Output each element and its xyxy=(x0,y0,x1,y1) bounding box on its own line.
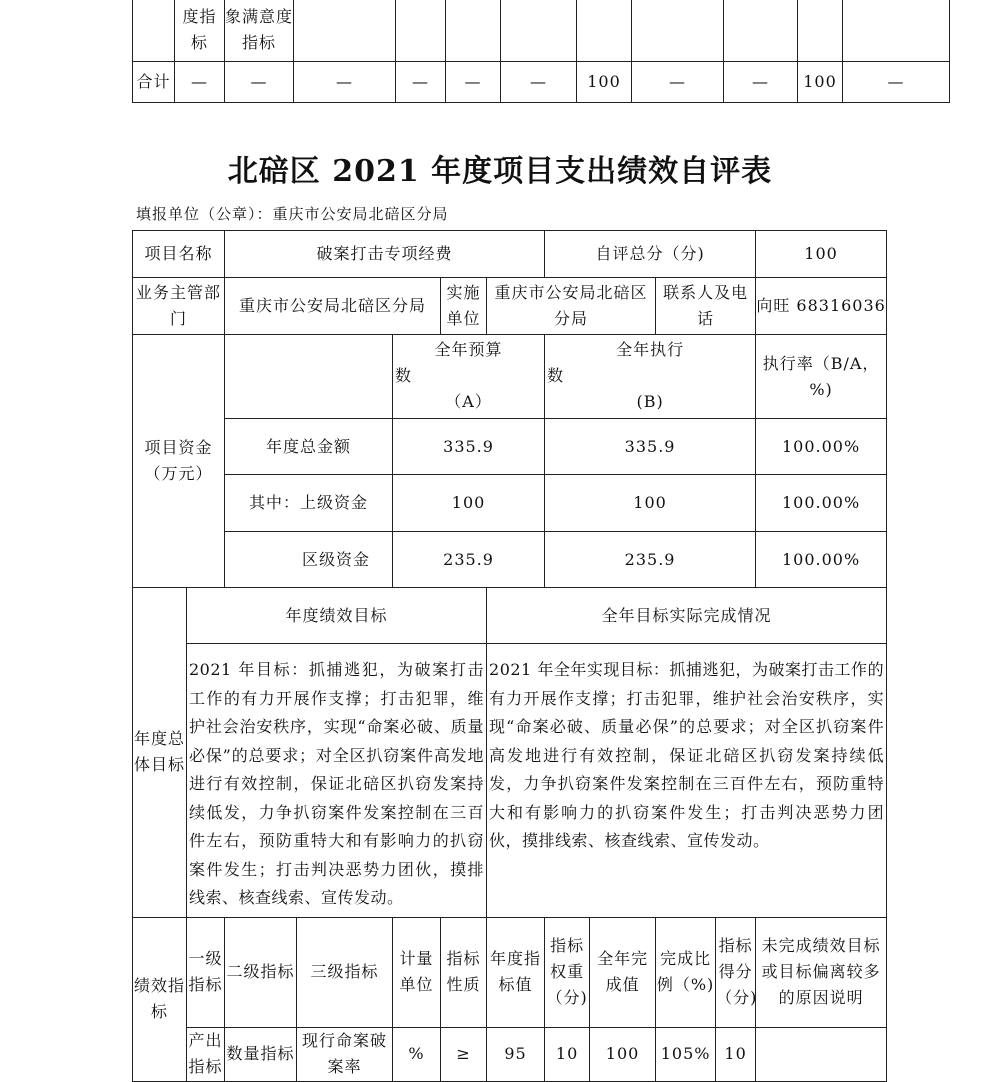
funds-header-blank xyxy=(225,335,393,419)
total-cell: — xyxy=(724,61,798,102)
project-name-value: 破案打击专项经费 xyxy=(225,231,545,278)
indicator-header: 计量单位 xyxy=(393,917,441,1027)
project-name-label: 项目名称 xyxy=(133,231,225,278)
budget-code: （A） xyxy=(445,391,492,411)
fill-unit: 填报单位（公章）：重庆市公安局北碚区分局 xyxy=(136,205,449,223)
funds-row-exec: 235.9 xyxy=(545,532,756,588)
fragment-cell xyxy=(294,0,396,61)
fragment-cell xyxy=(133,0,175,61)
indicator-header: 指标得分（分) xyxy=(716,917,756,1027)
fragment-cell xyxy=(396,0,446,61)
total-label: 合计 xyxy=(133,61,175,102)
indicator-cell: 数量指标 xyxy=(225,1027,297,1081)
rate-header: 执行率（B/A，%) xyxy=(756,335,887,419)
indicator-cell: % xyxy=(393,1027,441,1081)
evaluation-table xyxy=(132,230,887,1082)
budget-head: 全年预算 xyxy=(434,339,503,359)
fragment-cell xyxy=(446,0,501,61)
total-cell: — xyxy=(294,61,396,102)
indicator-cell: ≥ xyxy=(441,1027,487,1081)
fragment-cell xyxy=(724,0,798,61)
budget-word: 数 xyxy=(395,365,413,385)
indicator-cell: 10 xyxy=(716,1027,756,1081)
indicator-header: 三级指标 xyxy=(297,917,393,1027)
funds-row-rate: 100.00% xyxy=(756,475,887,532)
indicator-header: 二级指标 xyxy=(225,917,297,1027)
fragment-cell: 象满意度指标 xyxy=(225,0,294,61)
total-cell: — xyxy=(632,61,724,102)
fragment-cell xyxy=(843,0,950,61)
indicator-cell: 10 xyxy=(545,1027,590,1081)
budget-header xyxy=(393,335,545,419)
funds-row-exec: 335.9 xyxy=(545,419,756,475)
indicator-cell: 100 xyxy=(590,1027,656,1081)
total-cell: 100 xyxy=(798,61,843,102)
dept-value: 重庆市公安局北碚区分局 xyxy=(225,278,441,335)
funds-row-label: 其中：上级资金 xyxy=(225,475,393,532)
total-cell: — xyxy=(396,61,446,102)
indicator-header: 年度指标值 xyxy=(487,917,545,1027)
contact-label: 联系人及电话 xyxy=(656,278,756,335)
previous-table-fragment xyxy=(132,0,950,103)
total-cell: — xyxy=(446,61,501,102)
target-header: 年度绩效目标 xyxy=(187,588,487,644)
impl-value: 重庆市公安局北碚区分局 xyxy=(487,278,656,335)
total-cell: — xyxy=(843,61,950,102)
indicators-label: 绩效指标 xyxy=(133,917,187,1081)
indicator-cell: 105% xyxy=(656,1027,716,1081)
score-label: 自评总分（分) xyxy=(545,231,756,278)
indicator-header: 全年完成值 xyxy=(590,917,656,1027)
indicator-cell xyxy=(756,1027,887,1081)
funds-row-label: 区级资金 xyxy=(225,532,393,588)
funds-row-exec: 100 xyxy=(545,475,756,532)
total-cell: — xyxy=(501,61,577,102)
funds-label: 项目资金（万元） xyxy=(133,335,225,588)
page-title: 北碚区 2021 年度项目支出绩效自评表 xyxy=(227,154,773,189)
funds-row-label: 年度总金额 xyxy=(225,419,393,475)
total-cell: — xyxy=(225,61,294,102)
total-cell: — xyxy=(175,61,225,102)
contact-value: 向旺 68316036 xyxy=(756,278,887,335)
exec-word: 数 xyxy=(547,365,565,385)
indicator-header: 一级指标 xyxy=(187,917,225,1027)
fragment-cell xyxy=(577,0,632,61)
fragment-cell: 度指标 xyxy=(175,0,225,61)
funds-row-budget: 100 xyxy=(393,475,545,532)
indicator-cell: 现行命案破案率 xyxy=(297,1027,393,1081)
actual-text: 2021 年全年实现目标：抓捕逃犯，为破案打击工作的有力开展作支撑；打击犯罪，维护社会治安秩序，实现“命案必破、质量必保”的总要求；对全区扒窃案件高发地进行有效控制，保证北碚区扒窃发案持续低发，力争扒窃案件发案控制在三百件左右，预防重特大和有影响力的扒窃案件发生；打击判决恶势力团伙，摸排线索、核查线索、宣传发动。 xyxy=(487,644,887,918)
funds-row-budget: 235.9 xyxy=(393,532,545,588)
impl-label: 实施单位 xyxy=(441,278,487,335)
indicator-cell: 产出指标 xyxy=(187,1027,225,1081)
funds-row-budget: 335.9 xyxy=(393,419,545,475)
score-value: 100 xyxy=(756,231,887,278)
indicator-header: 指标权重（分) xyxy=(545,917,590,1027)
exec-header xyxy=(545,335,756,419)
indicator-header: 未完成绩效目标或目标偏离较多的原因说明 xyxy=(756,917,887,1027)
indicator-header: 完成比例（%) xyxy=(656,917,716,1027)
indicator-cell: 95 xyxy=(487,1027,545,1081)
total-cell: 100 xyxy=(577,61,632,102)
dept-label: 业务主管部门 xyxy=(133,278,225,335)
actual-header: 全年目标实际完成情况 xyxy=(487,588,887,644)
funds-row-rate: 100.00% xyxy=(756,532,887,588)
funds-row-rate: 100.00% xyxy=(756,419,887,475)
fragment-cell xyxy=(501,0,577,61)
goals-label: 年度总体目标 xyxy=(133,588,187,918)
fragment-cell xyxy=(632,0,724,61)
exec-head: 全年执行 xyxy=(616,339,685,359)
target-text: 2021 年目标：抓捕逃犯，为破案打击工作的有力开展作支撑；打击犯罪，维护社会治安秩序，实现“命案必破、质量必保”的总要求；对全区扒窃案件高发地进行有效控制，保证北碚区扒窃发案持续低发，力争扒窃案件发案控制在三百件左右，预防重特大和有影响力的扒窃案件发生；打击判决恶势力团伙，摸排线索、核查线索、宣传发动。 xyxy=(187,644,487,918)
indicator-header: 指标性质 xyxy=(441,917,487,1027)
fragment-cell xyxy=(798,0,843,61)
exec-code: (B) xyxy=(636,391,664,411)
